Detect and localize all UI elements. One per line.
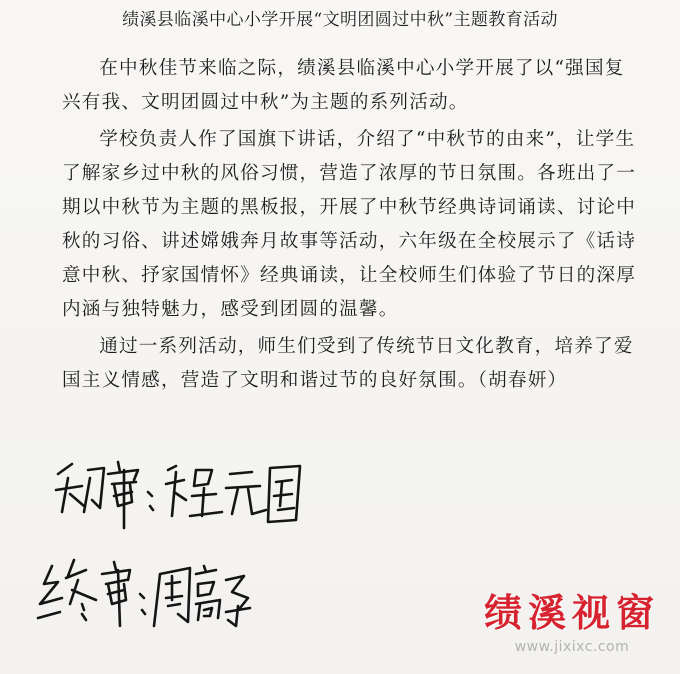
paragraph-activities: 学校负责人作了国旗下讲话，介绍了“中秋节的由来”，让学生了解家乡过中秋的风俗习惯，营造了浓厚的节日氛围。各班出了一期以中秋节为主题的黑板报，开展了中秋节经典诗词诵读、讨论中秋的习俗、讲述嫦娥奔月故事等活动，六年级在全校展示了《话诗意中秋、抒家国情怀》经典诵读，让全校师生们体验了节日的深厚内涵与独特魅力，感受到团圆的温馨。 [62, 129, 637, 320]
watermark-url: www.jixixc.com [514, 639, 630, 655]
site-watermark [484, 590, 660, 656]
paragraph-conclusion: 通过一系列活动，师生们受到了传统节日文化教育，培养了爱国主义情感，营造了文明和谐过节的良好氛围。（胡春妍） [62, 336, 634, 391]
document-body [62, 52, 642, 401]
watermark-logo-text: 绩溪视窗 [483, 590, 660, 635]
document-title: 绩溪县临溪中心小学开展“文明团圆过中秋”主题教育活动 [122, 10, 558, 30]
final-review-label [0, 0, 1, 1]
paragraph-intro: 在中秋佳节来临之际，绩溪县临溪中心小学开展了以“强国复兴有我、文明团圆过中秋”为主题的系列活动。 [62, 58, 625, 113]
final-review-signature [38, 560, 250, 626]
first-review-label [0, 0, 1, 1]
first-review-signature [56, 462, 300, 528]
